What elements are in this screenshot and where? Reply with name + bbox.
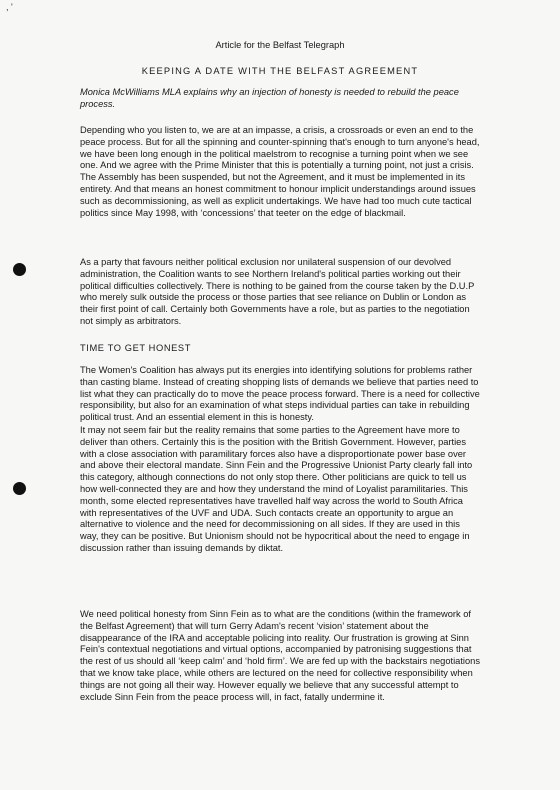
paragraph-3: The Women's Coalition has always put its energies into identifying solutions for problems rather than casting blame. Instead of creating shopping lists of demands we believe that parties need to list what they can practically do to move the peace process forward. There is a need for collective responsibility, but also for an examination of what steps individual parties can take in rebuilding political trust. And an essential element in this is honesty. bbox=[80, 365, 480, 423]
scan-mark: , ' bbox=[6, 2, 13, 12]
punch-hole-bottom bbox=[13, 482, 26, 495]
article-lede: Monica McWilliams MLA explains why an injection of honesty is needed to rebuild the peace process. bbox=[80, 87, 459, 109]
paragraph-4: It may not seem fair but the reality remains that some parties to the Agreement have more to deliver than others. Certainly this is the position with the British Government. However, parties with a close association with paramilitary forces also have a disproportionate power base over and above their electoral mandate. Sinn Fein and the Progressive Unionist Party clearly fall into this category, although connections do not only stop there. Other politicians are quick to tell us how well-connected they are and how they understand the mind of Loyalist paramilitaries. This month, some elected representatives have travelled half way across the world to South Africa with representatives of the UVF and UDA. Such contacts create an opportunity to argue an alternative to violence and the need for decommissioning on all sides. If they are used in this way, they can be positive. But Unionism should not be hypocritical about the need to engage in discussion rather than issuing demands by diktat. bbox=[80, 425, 473, 553]
article-title: KEEPING A DATE WITH THE BELFAST AGREEMENT bbox=[141, 66, 419, 76]
article-header: Article for the Belfast Telegraph bbox=[215, 40, 345, 50]
paragraph-1: Depending who you listen to, we are at an impasse, a crisis, a crossroads or even an end to the peace process. But for all the spinning and counter-spinning that's enough to turn anyone's head, we have been long enough in the political maelstrom to recognise a turning point when we see one. And we agree with the Prime Minister that this is potentially a turning point, not just a crisis. The Assembly has been suspended, but not the Agreement, and it must be implemented in its entirety. And that means an honest commitment to honour implicit understandings around issues such as decommissioning, as well as explicit undertakings. We have had too much cute tactical politics since May 1998, with ‘concessions’ that teeter on the edge of blackmail. bbox=[80, 125, 480, 218]
section-heading: TIME TO GET HONEST bbox=[80, 343, 192, 353]
punch-hole-top bbox=[13, 263, 26, 276]
paragraph-2: As a party that favours neither political exclusion nor unilateral suspension of our devolved administration, the Coalition wants to see Northern Ireland's political parties working out their political difficulties collectively. There is nothing to be gained from the course taken by the D.U.P who merely sulk outside the process or those parties that see reliance on Dublin or London as their first point of call. Certainly both Governments have a role, but as parties to the negotiation not simply as arbitrators. bbox=[80, 257, 475, 326]
paragraph-5: We need political honesty from Sinn Fein as to what are the conditions (within the framework of the Belfast Agreement) that will turn Gerry Adam's recent ‘vision’ statement about the disappearance of the IRA and acceptable policing into reality. Our frustration is growing at Sinn Fein's contextual negotiations and virtual options, accompanied by patronising suggestions that the rest of us should all ‘keep calm’ and ‘hold firm’. We are fed up with the backstairs negotiations that we know take place, while others are lectured on the need for collective responsibility when things are not going all their way. However equally we believe that any successful attempt to exclude Sinn Fein from the peace process will, in fact, fatally undermine it. bbox=[80, 609, 480, 702]
